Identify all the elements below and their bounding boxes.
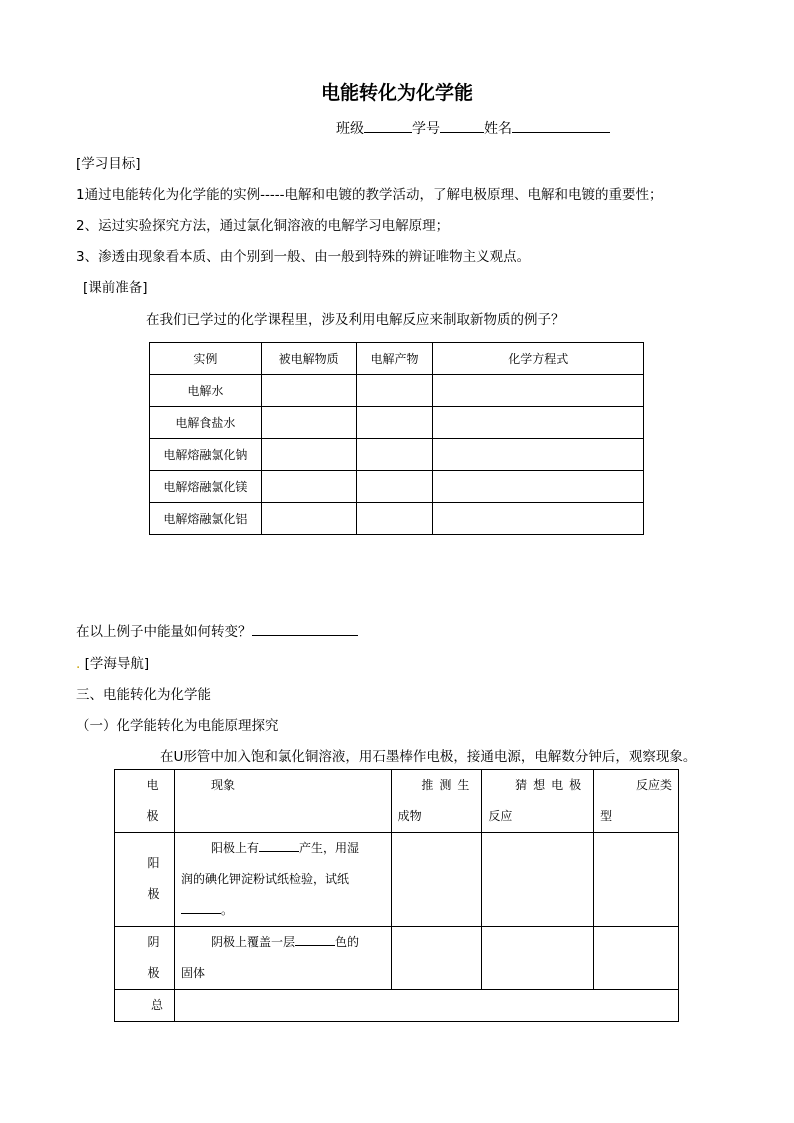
prep-cell-substance[interactable]	[261, 471, 356, 503]
objective-item-3: 3、渗透由现象看本质、由个别到一般、由一般到特殊的辨证唯物主义观点。	[76, 249, 531, 265]
prep-cell-equation[interactable]	[433, 503, 644, 535]
prep-cell-equation[interactable]	[433, 375, 644, 407]
prep-cell-products[interactable]	[356, 503, 433, 535]
student-id-blank[interactable]	[440, 118, 484, 133]
prep-row-label: 电解水	[150, 375, 262, 407]
table-row	[150, 375, 644, 407]
anode-label	[115, 833, 175, 927]
prep-row-label: 电解熔融氯化铝	[150, 503, 262, 535]
total-reaction-cell[interactable]	[174, 990, 678, 1022]
student-id-label: 学号	[412, 121, 440, 137]
table-row	[150, 407, 644, 439]
header-electrode-line2: 极	[146, 809, 159, 823]
objective-item-2: 2、运过实验探究方法，通过氯化铜溶液的电解学习电解原理；	[76, 218, 450, 234]
cathode-line-2: 固体	[180, 966, 205, 980]
prep-cell-substance[interactable]	[261, 439, 356, 471]
nav-heading-line	[76, 652, 149, 672]
prep-cell-substance[interactable]	[261, 407, 356, 439]
header-type	[594, 770, 679, 833]
prep-cell-products[interactable]	[356, 439, 433, 471]
anode-text-1: 阳极上有	[210, 841, 259, 855]
header-type-line2: 型	[600, 809, 613, 823]
prep-cell-equation[interactable]	[433, 407, 644, 439]
anode-gas-blank[interactable]	[259, 837, 299, 852]
objectives-heading: [学习目标]	[76, 156, 141, 172]
header-product-line2: 成物	[397, 809, 422, 823]
anode-line-1	[181, 833, 385, 864]
anode-guess-cell[interactable]	[482, 833, 594, 927]
cathode-text-2: 色的	[334, 935, 359, 949]
cathode-text-1: 阴极上覆盖一层	[210, 935, 295, 949]
header-guess	[482, 770, 594, 833]
anode-label-line1: 阳	[147, 856, 160, 870]
prep-cell-products[interactable]	[356, 407, 433, 439]
anode-text-2: 产生，用湿	[298, 841, 359, 855]
cathode-label-line2: 极	[147, 966, 160, 980]
prep-table	[149, 342, 644, 535]
header-guess-line1: 猜想电极	[515, 778, 588, 792]
experiment-table	[114, 769, 679, 1022]
prep-question: 在我们已学过的化学课程里，涉及利用电解反应来制取新物质的例子？	[146, 312, 565, 328]
prep-cell-products[interactable]	[356, 471, 433, 503]
cathode-label	[115, 927, 175, 990]
cathode-guess-cell[interactable]	[482, 927, 594, 990]
prep-cell-substance[interactable]	[261, 375, 356, 407]
header-type-line1: 反应类	[635, 778, 672, 792]
subsection-1-heading: （一）化学能转化为电能原理探究	[76, 718, 279, 734]
energy-question-text: 在以上例子中能量如何转变？	[76, 624, 252, 640]
table-row	[150, 503, 644, 535]
prep-header-equation: 化学方程式	[433, 343, 644, 375]
anode-line-3	[181, 895, 385, 926]
header-electrode	[115, 770, 175, 833]
anode-type-cell[interactable]	[594, 833, 679, 927]
prep-cell-equation[interactable]	[433, 471, 644, 503]
anode-product-cell[interactable]	[391, 833, 482, 927]
prep-heading: [课前准备]	[83, 280, 148, 296]
header-electrode-line1: 电	[146, 778, 159, 792]
header-product	[391, 770, 482, 833]
cathode-type-cell[interactable]	[594, 927, 679, 990]
anode-text-4: 。	[220, 903, 233, 917]
header-product-line1: 推测生	[421, 778, 476, 792]
anode-row	[115, 833, 679, 927]
experiment-intro: 在U形管中加入饱和氯化铜溶液，用石墨棒作电极，接通电源，电解数分钟后，观察现象。	[160, 749, 697, 765]
page-title: 电能转化为化学能	[320, 82, 473, 104]
energy-answer-blank[interactable]	[252, 621, 358, 636]
header-guess-line2: 反应	[488, 809, 513, 823]
name-blank[interactable]	[512, 118, 610, 133]
energy-question	[76, 620, 358, 640]
objective-item-1: 1通过电能转化为化学能的实例-----电解和电镀的教学活动，了解电极原理、电解和电镀的重要性；	[76, 187, 663, 203]
class-blank[interactable]	[364, 118, 412, 133]
prep-cell-products[interactable]	[356, 375, 433, 407]
student-info-fields	[336, 118, 610, 138]
anode-phenomenon	[174, 833, 391, 927]
prep-header-products: 电解产物	[356, 343, 433, 375]
experiment-header-row	[115, 770, 679, 833]
nav-heading: [学海导航]	[84, 656, 150, 672]
cathode-row	[115, 927, 679, 990]
prep-header-example: 实例	[150, 343, 262, 375]
cathode-line-1	[181, 927, 385, 958]
prep-row-label: 电解熔融氯化钠	[150, 439, 262, 471]
prep-row-label: 电解食盐水	[150, 407, 262, 439]
prep-table-header-row	[150, 343, 644, 375]
total-row	[115, 990, 679, 1022]
nav-bullet: .	[76, 656, 81, 672]
table-row	[150, 471, 644, 503]
table-row	[150, 439, 644, 471]
header-phenomenon: 现象	[174, 770, 391, 833]
total-label: 总	[115, 990, 175, 1022]
class-label: 班级	[336, 121, 364, 137]
section-3-heading: 三、电能转化为化学能	[76, 687, 211, 703]
prep-cell-equation[interactable]	[433, 439, 644, 471]
anode-label-line2: 极	[147, 887, 160, 901]
cathode-product-cell[interactable]	[391, 927, 482, 990]
cathode-color-blank[interactable]	[295, 931, 335, 946]
anode-line-2: 润的碘化钾淀粉试纸检验，试纸	[180, 872, 349, 886]
prep-header-substance: 被电解物质	[261, 343, 356, 375]
cathode-phenomenon	[174, 927, 391, 990]
name-label: 姓名	[484, 121, 512, 137]
anode-paper-blank[interactable]	[181, 899, 221, 914]
cathode-label-line1: 阴	[147, 935, 160, 949]
prep-row-label: 电解熔融氯化镁	[150, 471, 262, 503]
prep-cell-substance[interactable]	[261, 503, 356, 535]
